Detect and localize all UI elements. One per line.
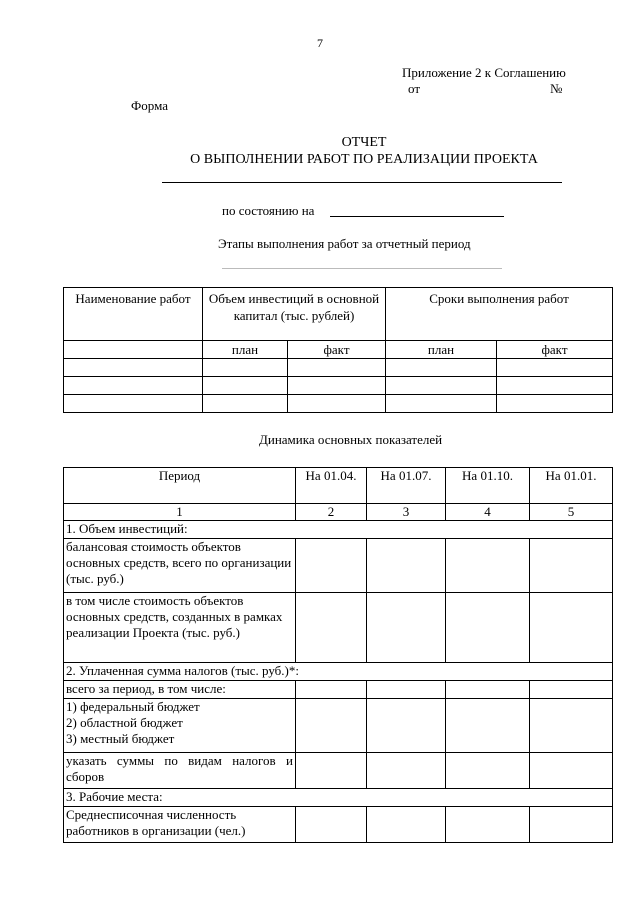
organization-blank-line [162, 182, 562, 183]
header-investment-text: Объем инвестиций в основной капитал (тыс. рублей) [208, 291, 380, 323]
row-label-balance: балансовая стоимость объектов основных средств, всего по организации (тыс. руб.) [64, 539, 296, 593]
table-cell[interactable] [530, 539, 613, 593]
table-cell[interactable] [203, 395, 288, 413]
header-date-3: На 01.10. [446, 468, 530, 504]
table-cell[interactable] [530, 593, 613, 663]
row-label-budgets [64, 699, 296, 753]
as-of-date-blank [330, 216, 504, 217]
table-cell[interactable] [367, 593, 446, 663]
col-number-1: 1 [64, 504, 296, 521]
stages-underline [222, 268, 502, 269]
table-row [64, 359, 613, 377]
table-cell[interactable] [296, 753, 367, 789]
table-row [64, 395, 613, 413]
table-cell[interactable] [530, 753, 613, 789]
table-row [64, 753, 613, 789]
table-cell[interactable] [497, 377, 613, 395]
table-cell[interactable] [296, 681, 367, 699]
table-cell[interactable] [530, 681, 613, 699]
subheader-terms-plan: план [386, 341, 497, 359]
row-label-total: всего за период, в том числе: [64, 681, 296, 699]
table-cell[interactable] [296, 539, 367, 593]
header-work-name-text: Наименование работ [75, 291, 191, 306]
subheader-terms-fact: факт [497, 341, 613, 359]
col-number-2: 2 [296, 504, 367, 521]
appendix-number-label: № [550, 81, 563, 96]
stages-table [63, 287, 613, 413]
table-row [64, 699, 613, 753]
title-line-2: О ВЫПОЛНЕНИИ РАБОТ ПО РЕАЛИЗАЦИИ ПРОЕКТА [190, 152, 538, 167]
appendix-title: Приложение 2 к Соглашению [402, 65, 566, 80]
table-cell[interactable] [64, 377, 203, 395]
header-period: Период [64, 468, 296, 504]
table-cell[interactable] [288, 395, 386, 413]
header-investment [203, 288, 386, 341]
col-number-3: 3 [367, 504, 446, 521]
table-cell[interactable] [446, 593, 530, 663]
table-cell[interactable] [367, 681, 446, 699]
section-taxes: 2. Уплаченная сумма налогов (тыс. руб.)*: [64, 663, 613, 681]
table-cell[interactable] [64, 359, 203, 377]
table-cell[interactable] [446, 539, 530, 593]
header-terms-text: Сроки выполнения работ [429, 291, 569, 306]
row-label-project: в том числе стоимость объектов основных средств, созданных в рамках реализации Проекта (тыс. руб.) [64, 593, 296, 663]
table-cell[interactable] [386, 359, 497, 377]
table-cell[interactable] [446, 753, 530, 789]
table-cell[interactable] [386, 377, 497, 395]
subheader-invest-plan: план [203, 341, 288, 359]
form-label: Форма [131, 98, 168, 113]
table-cell[interactable] [203, 377, 288, 395]
table-cell[interactable] [446, 807, 530, 843]
table-row [64, 807, 613, 843]
report-title [0, 134, 640, 168]
subheader-invest-fact: факт [288, 341, 386, 359]
budget-regional: 2) областной бюджет [66, 715, 183, 730]
section-investment: 1. Объем инвестиций: [64, 521, 613, 539]
table-cell[interactable] [288, 359, 386, 377]
header-date-2: На 01.07. [367, 468, 446, 504]
budget-federal: 1) федеральный бюджет [66, 699, 200, 714]
indicators-table [63, 467, 613, 843]
table-cell[interactable] [296, 699, 367, 753]
title-line-1: ОТЧЕТ [341, 135, 387, 150]
dynamics-heading: Динамика основных показателей [259, 432, 443, 447]
table-cell[interactable] [386, 395, 497, 413]
as-of-label: по состоянию на [222, 203, 315, 218]
header-date-1: На 01.04. [296, 468, 367, 504]
header-terms [386, 288, 613, 341]
appendix-date-label: от [408, 81, 421, 96]
table-cell[interactable] [530, 699, 613, 753]
stages-heading: Этапы выполнения работ за отчетный период [218, 236, 471, 251]
page-number: 7 [317, 36, 323, 50]
table-row [64, 377, 613, 395]
header-date-4: На 01.01. [530, 468, 613, 504]
table-cell[interactable] [446, 699, 530, 753]
section-jobs: 3. Рабочие места: [64, 789, 613, 807]
budget-local: 3) местный бюджет [66, 731, 175, 746]
appendix-header [402, 65, 566, 97]
table-cell[interactable] [446, 681, 530, 699]
table-cell[interactable] [367, 699, 446, 753]
table-row [64, 681, 613, 699]
table-cell[interactable] [367, 539, 446, 593]
header-work-name-cont [64, 341, 203, 359]
row-label-staff: Среднесписочная численность работников в организации (чел.) [64, 807, 296, 843]
col-number-4: 4 [446, 504, 530, 521]
table-cell[interactable] [288, 377, 386, 395]
header-work-name [64, 288, 203, 341]
table-cell[interactable] [497, 395, 613, 413]
table-cell[interactable] [64, 395, 203, 413]
table-row [64, 539, 613, 593]
table-cell[interactable] [497, 359, 613, 377]
table-cell[interactable] [530, 807, 613, 843]
col-number-5: 5 [530, 504, 613, 521]
table-row [64, 593, 613, 663]
table-cell[interactable] [367, 807, 446, 843]
table-cell[interactable] [367, 753, 446, 789]
row-label-by-type: указать суммы по видам налогов и сборов [64, 753, 296, 789]
table-cell[interactable] [296, 807, 367, 843]
table-cell[interactable] [203, 359, 288, 377]
table-cell[interactable] [296, 593, 367, 663]
